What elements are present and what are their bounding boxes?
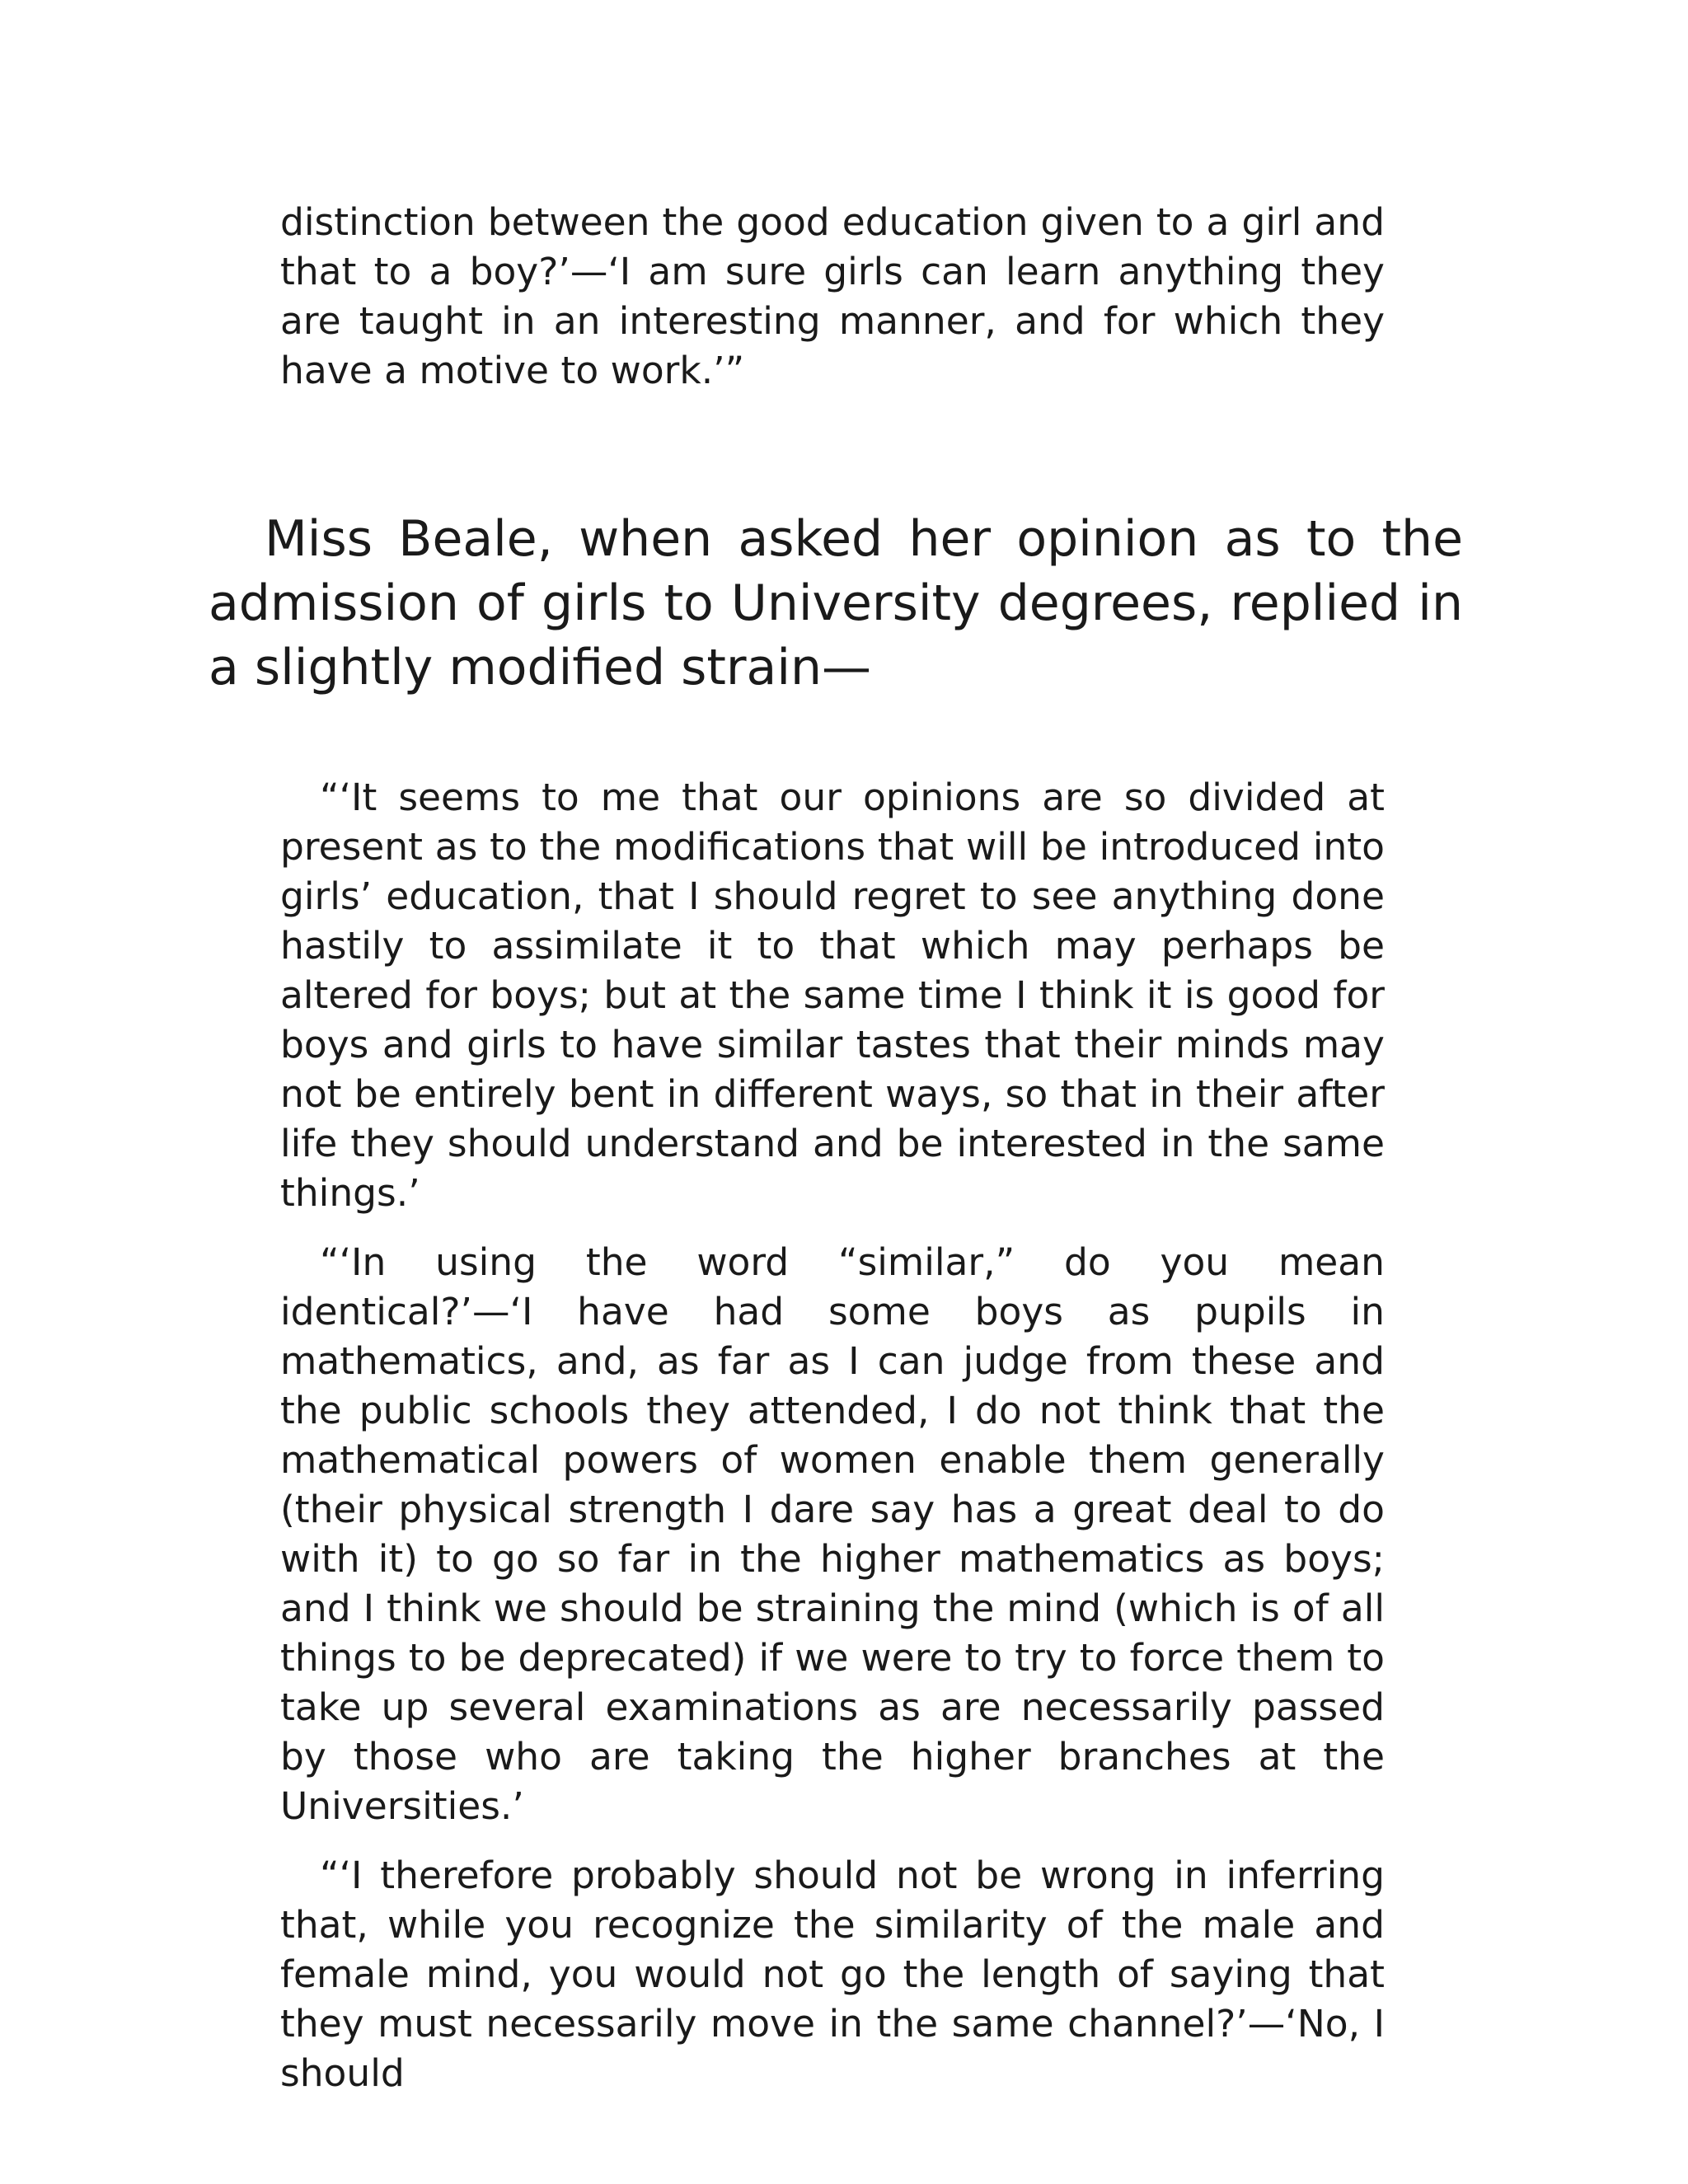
narrative-paragraph: Miss Beale, when asked her opinion as to the admission of girls to University degrees, replied in a slightly modified strain— — [209, 510, 1463, 696]
quote-paragraph-3: “‘I therefore probably should not be wrong in inferring that, while you recognize the similarity of the male and female mind, you would not go the length of saying that they must necessarily move in the same channel?’—‘No, I should — [280, 1854, 1385, 2095]
quote-paragraph-2: “‘In using the word “similar,” do you mean identical?’—‘I have had some boys as pupils in mathematics, and, as far as I can judge from these and the public schools they attended, I do not think that the mathematical powers of women enable them generally (their physical strength I dare say has a great deal to do with it) to go so far in the higher mathematics as boys; and I think we should be straining the mind (which is of all things to be deprecated) if we were to try to force them to take up several examinations as are necessarily passed by those who are taking the higher branches at the Universities.’ — [280, 1240, 1385, 1828]
testimony-quote — [280, 773, 1385, 2118]
continued-quote — [280, 198, 1385, 396]
continued-quote-text: distinction between the good education given to a girl and that to a boy?’—‘I am sure girls can learn anything they are taught in an interesting manner, and for which they have a motive to work.’” — [280, 200, 1385, 392]
quote-paragraph-1: “‘It seems to me that our opinions are so divided at present as to the modifications that will be introduced into girls’ education, that I should regret to see anything done hastily to assimilate it to that which may perhaps be altered for boys; but at the same time I think it is good for boys and girls to have similar tastes that their minds may not be entirely bent in different ways, so that in their after life they should understand and be interested in the same things.’ — [280, 776, 1385, 1215]
